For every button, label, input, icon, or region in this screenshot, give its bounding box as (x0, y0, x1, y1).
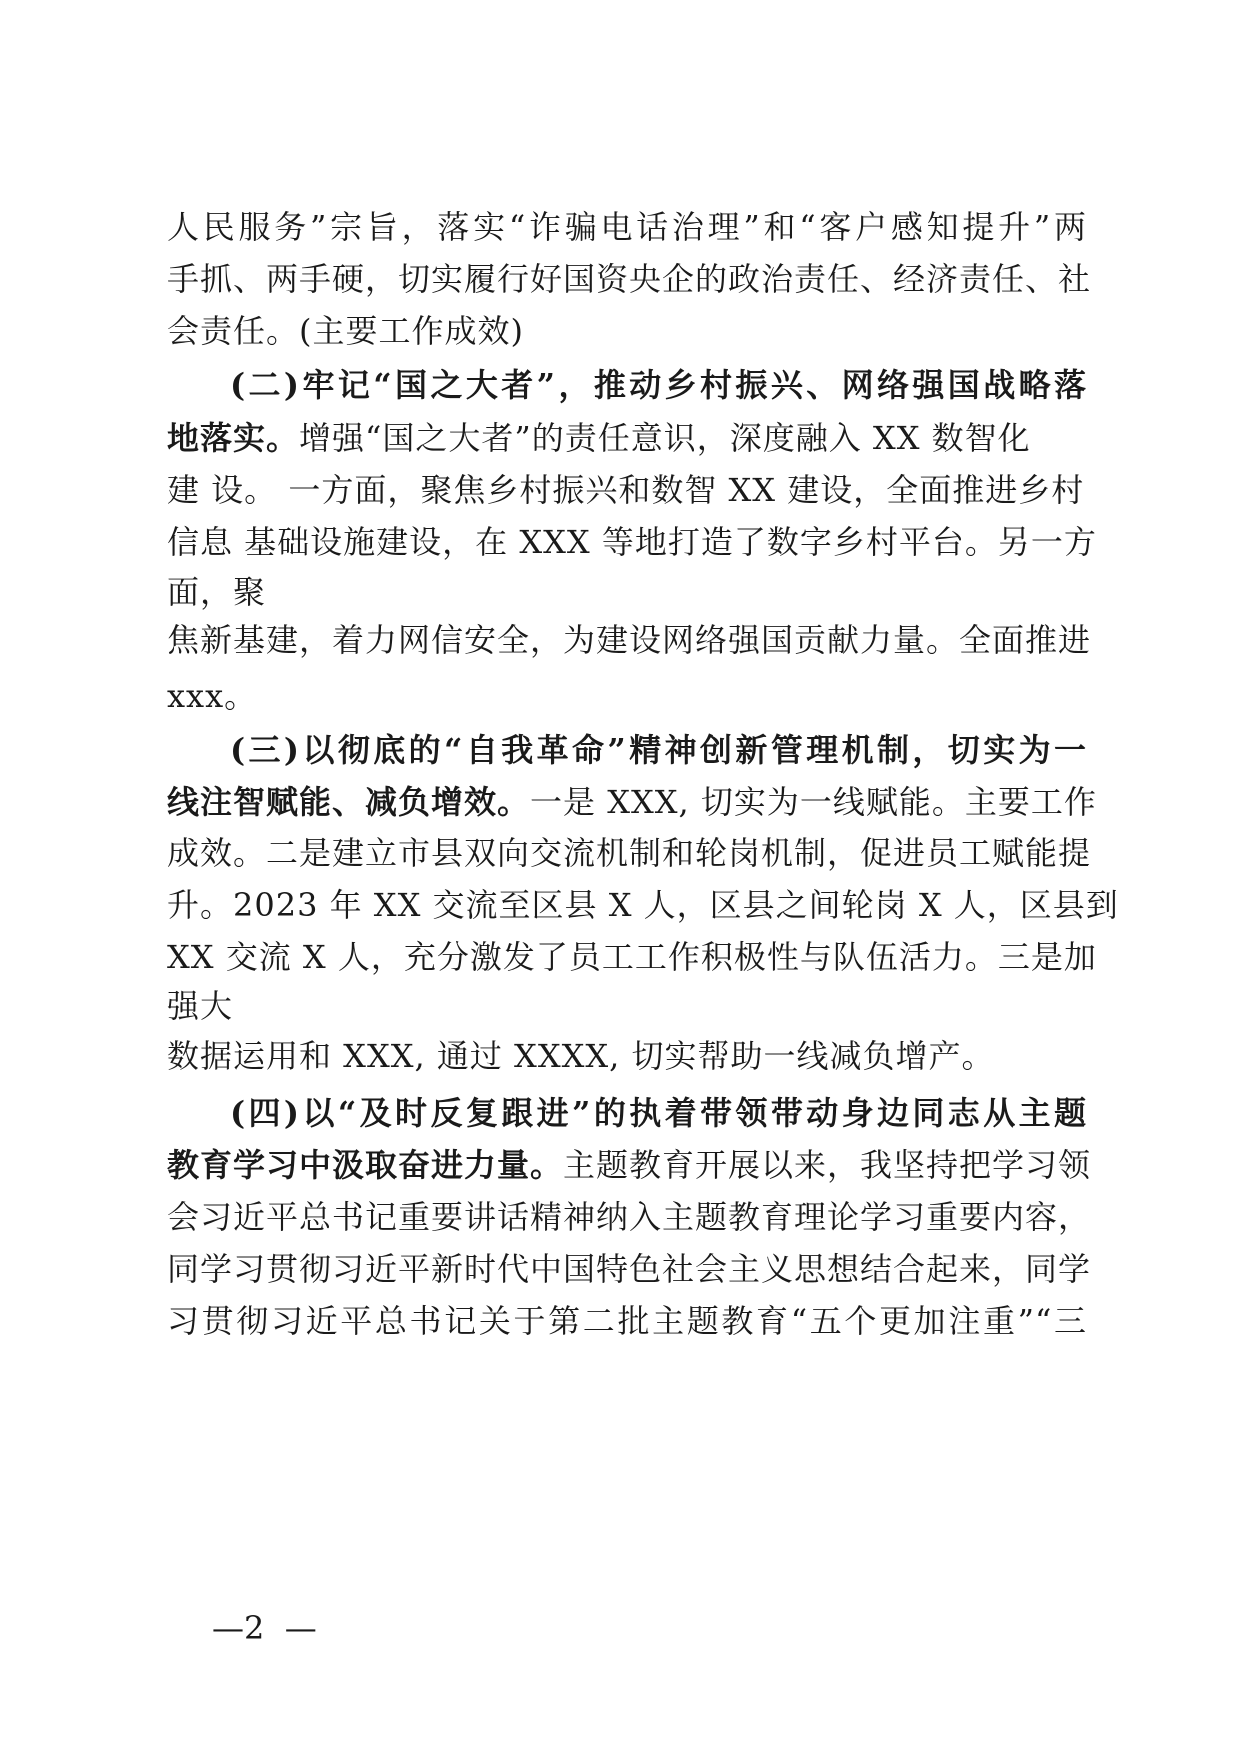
text-line-19: 数据运用和 XXX, 通过 XXXX, 切实帮助一线减负增产。 (167, 1037, 995, 1075)
text-line-10: 焦新基建，着力网信安全，为建设网络强国贡献力量。全面推进 (167, 621, 1092, 659)
section-2-body-start: 增强“国之大者”的责任意识，深度融入 XX 数智化 (299, 419, 1031, 457)
text-line-17: XX 交流 X 人，充分激发了员工工作积极性与队伍活力。三是加 (167, 938, 1097, 976)
text-line-25: 习贯彻习近平总书记关于第二批主题教育“五个更加注重”“三 (167, 1302, 1087, 1340)
text-line-7: 建 设。 一方面，聚焦乡村振兴和数智 XX 建设，全面推进乡村 (167, 471, 1085, 509)
text-line-16: 升。2023 年 XX 交流至区县 X 人，区县之间轮岗 X 人，区县到 (167, 886, 1119, 924)
text-line-9: 面，聚 (167, 573, 267, 611)
section-heading-4-line-2: 教育学习中汲取奋进力量。 (167, 1146, 564, 1184)
section-3-line-2 (167, 782, 1097, 822)
section-heading-2-line-1: (二)牢记“国之大者”，推动乡村振兴、网络强国战略落 (230, 366, 1087, 404)
section-2-line-2 (167, 418, 1087, 458)
text-line-11: xxx。 (167, 677, 258, 715)
text-line-1: 人民服务”宗旨，落实“诈骗电话治理”和“客户感知提升”两 (167, 208, 1087, 246)
section-heading-3-line-1: (三)以彻底的“自我革命”精神创新管理机制，切实为一 (230, 731, 1087, 769)
text-line-18: 强大 (167, 987, 234, 1025)
section-heading-3-line-2: 线注智赋能、减负增效。 (167, 783, 531, 821)
text-line-15: 成效。二是建立市县双向交流机制和轮岗机制，促进员工赋能提 (167, 834, 1092, 872)
text-line-2: 手抓、两手硬，切实履行好国资央企的政治责任、经济责任、社 (167, 260, 1092, 298)
text-line-24: 同学习贯彻习近平新时代中国特色社会主义思想结合起来，同学 (167, 1250, 1092, 1288)
text-line-8: 信息 基础设施建设，在 XXX 等地打造了数字乡村平台。另一方 (167, 523, 1097, 561)
section-heading-4-line-1: (四)以“及时反复跟进”的执着带领带动身边同志从主题 (230, 1094, 1087, 1132)
page-number: —2 — (212, 1609, 317, 1647)
section-4-line-2 (167, 1145, 1092, 1185)
section-4-body-start: 主题教育开展以来，我坚持把学习领 (563, 1146, 1092, 1184)
section-3-body-start: 一是 XXX, 切实为一线赋能。主要工作 (530, 783, 1097, 821)
section-heading-2-line-2: 地落实。 (167, 419, 300, 457)
text-line-3: 会责任。(主要工作成效) (167, 312, 524, 350)
text-line-23: 会习近平总书记重要讲话精神纳入主题教育理论学习重要内容， (167, 1198, 1092, 1236)
